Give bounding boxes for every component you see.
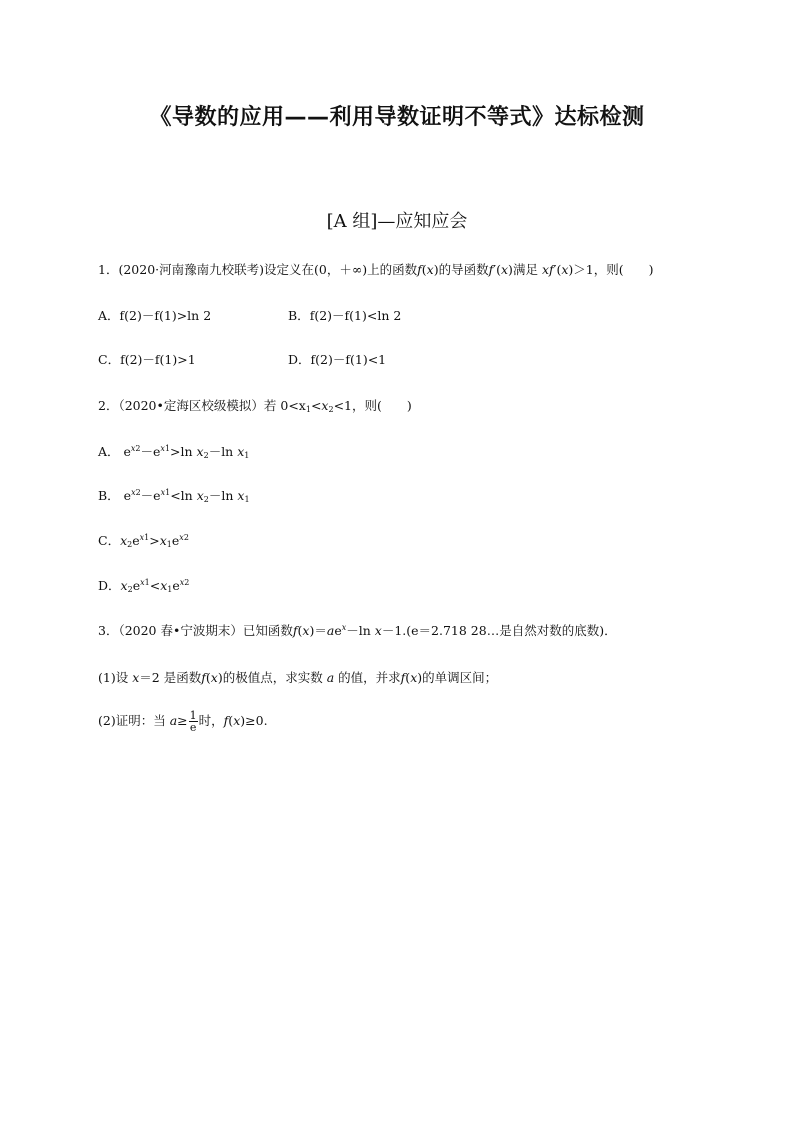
q1-option-b xyxy=(288,306,401,324)
page-title: 《导数的应用——利用导数证明不等式》达标检测 xyxy=(149,105,645,130)
question-number: 2． xyxy=(98,398,119,413)
fraction-denominator: e xyxy=(189,721,197,734)
question-text: ≥0. xyxy=(245,713,268,728)
question-text: (e＝2.718 28…是自然对数的底数)． xyxy=(406,623,617,638)
option-label: A． xyxy=(98,308,120,323)
option-label: C． xyxy=(98,533,121,548)
question-number: 3． xyxy=(98,623,119,638)
option-text: f(2)－f(1)<ln 2 xyxy=(309,308,402,323)
option-label: D． xyxy=(288,352,311,367)
q2-option-a: A． $e^{x2}-e^{x1}>\ln$ $x_2-\ln$ $x_1$ xyxy=(98,444,250,460)
question-text: 是函数 xyxy=(163,670,202,685)
question-text: 满足 xyxy=(512,262,538,277)
question-number: 1． xyxy=(98,262,119,277)
question-text: 的单调区间； xyxy=(422,670,498,685)
option-text: f(2)－f(1)>1 xyxy=(120,352,196,367)
question-text: 的极值点，求实数 xyxy=(222,670,323,685)
fraction xyxy=(189,710,198,733)
question-text: 的值，并求 xyxy=(338,670,401,685)
option-text: f(2)－f(1)<1 xyxy=(310,352,387,367)
option-label: C． xyxy=(98,352,121,367)
question-text: 的导函数 xyxy=(438,262,489,277)
section-heading: [A 组]—应知应会 xyxy=(326,211,468,232)
question-3-part-2: (2)证明：当 a≥ $\frac{1}{e}$ 时，f(x)≥0. xyxy=(98,709,268,734)
option-label: B． xyxy=(288,308,310,323)
q2-option-b: B． $e^{x2}-e^{x1}<\ln$ $x_2-\ln$ $x_1$ xyxy=(98,488,250,504)
question-text: 时， xyxy=(198,713,224,728)
question-text: （2020 春•宁波期末）已知函数 xyxy=(118,623,293,638)
question-3-part-1: (1)设 x＝2 是函数f(x)的极值点，求实数 a 的值，并求f(x)的单调区间； xyxy=(98,670,498,685)
q1-option-d xyxy=(288,350,386,368)
question-text: <1，则( ) xyxy=(333,398,412,413)
question-text: ＞1，则( ) xyxy=(573,262,654,277)
q1-option-c xyxy=(98,350,196,368)
option-label: A． xyxy=(98,444,120,459)
question-text: (2020·河南豫南九校联考)设定义在(0，＋∞)上的函数 xyxy=(118,262,418,277)
option-label: B． xyxy=(98,488,120,503)
q1-option-a xyxy=(98,306,211,324)
option-label: D． xyxy=(98,578,121,593)
q2-option-c: C．$x_2e^{x1}>x_1e^{x2}$ xyxy=(98,533,189,549)
fraction-numerator: 1 xyxy=(189,709,197,722)
question-1: 1．(2020·河南豫南九校联考)设定义在(0，＋∞)上的函数f(x)的导函数f′(x)满足 xf′(x)＞1，则( ) xyxy=(98,262,654,277)
option-text: f(2)－f(1)>ln 2 xyxy=(119,308,212,323)
q2-option-d: D．$x_2e^{x1}<x_1e^{x2}$ xyxy=(98,578,190,594)
question-text: （2020•定海区校级模拟）若 0<x xyxy=(118,398,306,413)
question-3: 3．（2020 春•宁波期末）已知函数$f(x)=ae^x-\ln$ x－1.(e＝2.718 28…是自然对数的底数)． xyxy=(98,623,617,638)
question-text: (1)设 xyxy=(98,670,129,685)
question-text: (2)证明：当 xyxy=(98,713,166,728)
question-2: 2．（2020•定海区校级模拟）若 $0<x_1<x_2<1$，则( ) xyxy=(98,398,412,414)
